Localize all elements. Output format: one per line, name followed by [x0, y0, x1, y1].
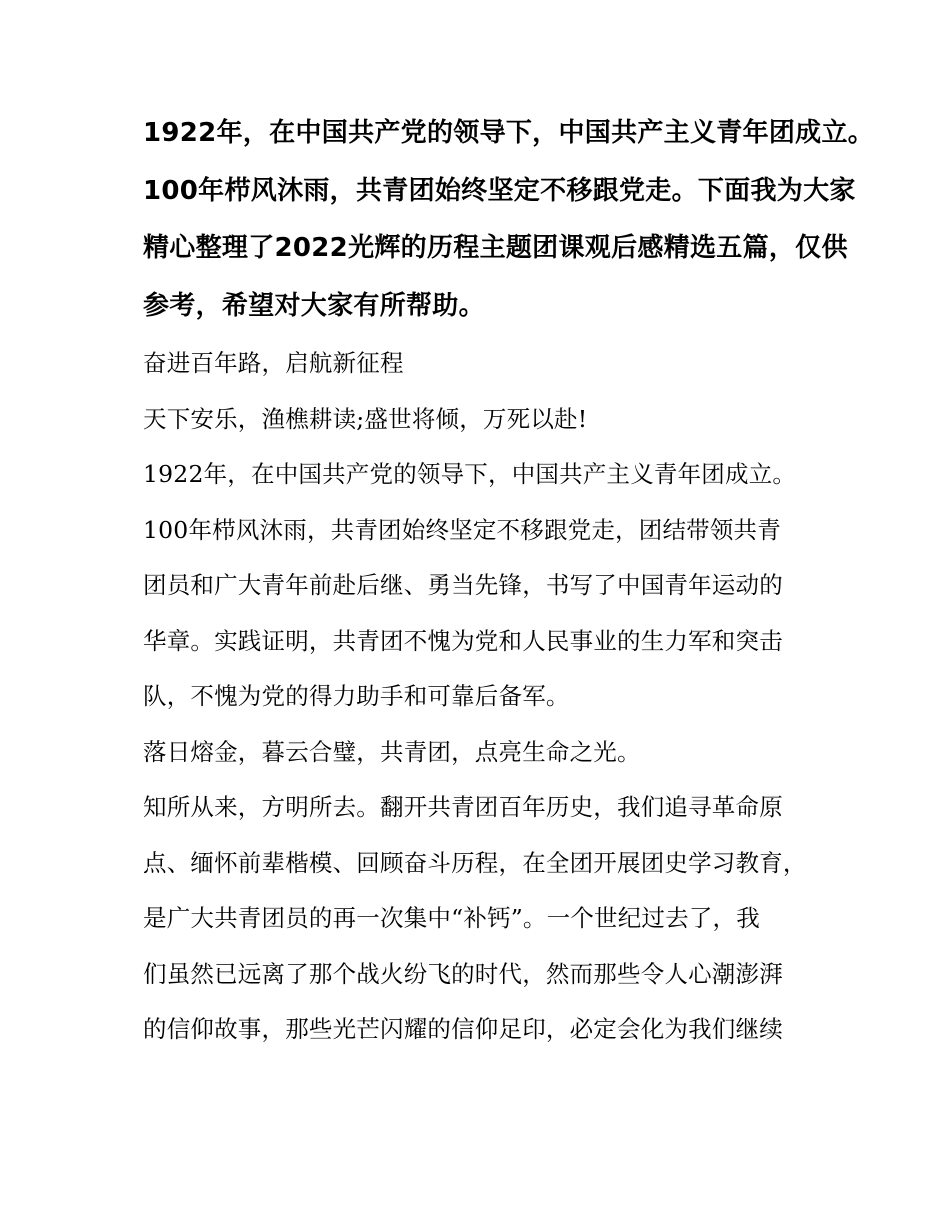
body-line: 点、缅怀前辈楷模、回顾奋斗历程，在全团开展团史学习教育， — [143, 848, 807, 877]
section-heading: 奋进百年路，启航新征程 — [143, 349, 404, 377]
intro-line: 精心整理了2022光辉的历程主题团课观后感精选五篇，仅供 — [143, 233, 848, 263]
body-line: 团员和广大青年前赴后继、勇当先锋，书写了中国青年运动的 — [143, 571, 783, 599]
body-line: 100年栉风沐雨，共青团始终坚定不移跟党走，团结带领共青 — [143, 515, 781, 544]
body-line: 队，不愧为党的得力助手和可靠后备军。 — [143, 682, 570, 710]
body-line: 们虽然已远离了那个战火纷飞的时代，然而那些令人心潮澎湃 — [143, 959, 783, 988]
intro-line: 参考，希望对大家有所帮助。 — [143, 290, 485, 321]
body-line: 华章。实践证明，共青团不愧为党和人民事业的生力军和突击 — [143, 626, 783, 655]
intro-line: 100年栉风沐雨，共青团始终坚定不移跟党走。下面我为大家 — [143, 175, 856, 206]
body-line: 落日熔金，暮云合璧，共青团，点亮生命之光。 — [143, 737, 641, 766]
body-line: 是广大共青团员的再一次集中“补钙”。一个世纪过去了，我 — [143, 904, 760, 932]
body-line: 的信仰故事，那些光芒闪耀的信仰足印，必定会化为我们继续 — [143, 1015, 783, 1043]
body-line: 1922年，在中国共产党的领导下，中国共产主义青年团成立。 — [143, 460, 797, 488]
body-line: 天下安乐，渔樵耕读;盛世将倾，万死以赴! — [143, 404, 588, 433]
body-line: 知所从来，方明所去。翻开共青团百年历史，我们追寻革命原 — [143, 793, 783, 821]
document-content — [143, 110, 875, 1062]
intro-line: 1922年，在中国共产党的领导下，中国共产主义青年团成立。 — [143, 118, 875, 148]
